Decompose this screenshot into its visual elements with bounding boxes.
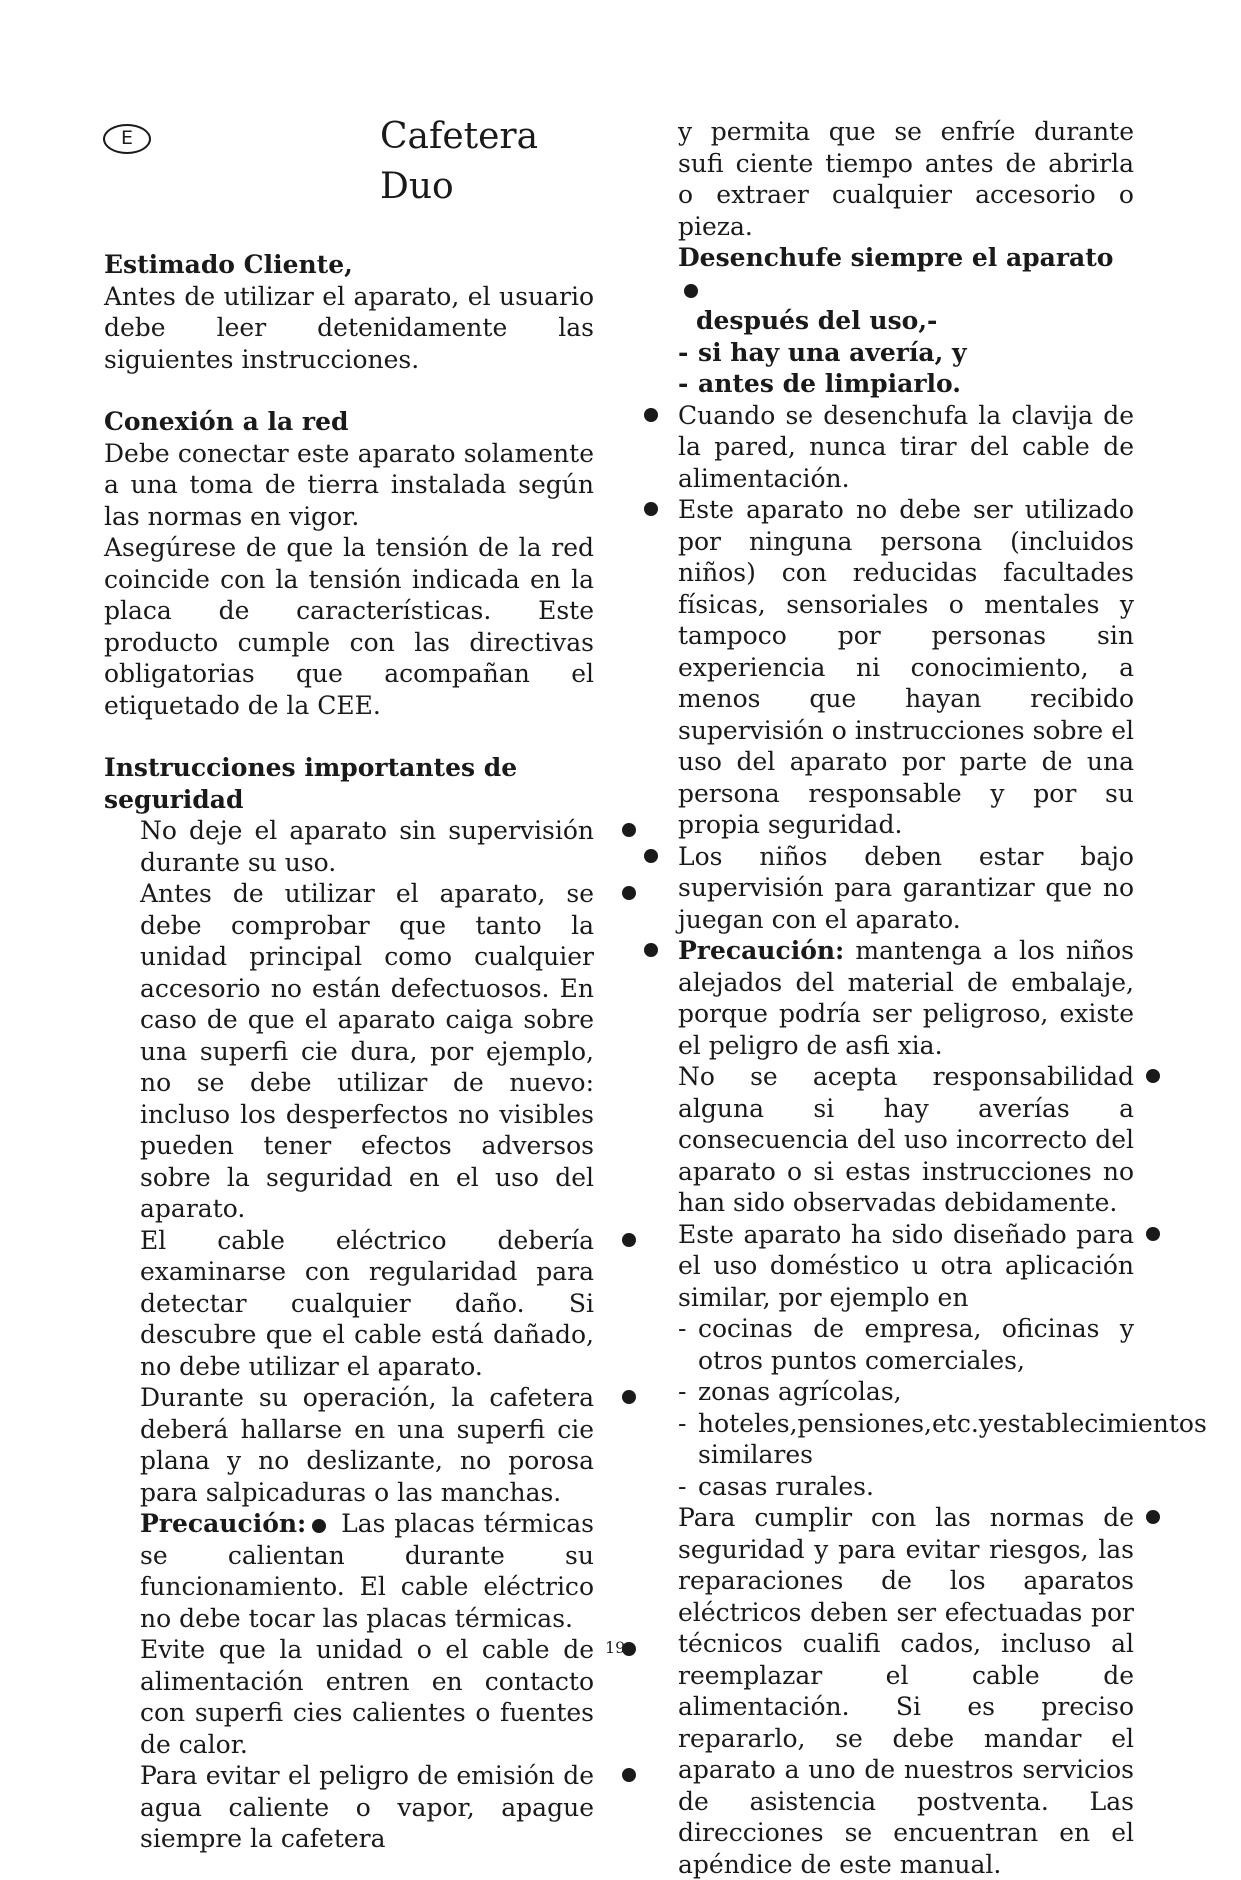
- list-item: Durante su operación, la cafetera deberá hallarse en una superfi cie plana y no deslizante, no porosa para salpicaduras o las manchas.: [140, 1382, 594, 1508]
- list-item: Para cumplir con las normas de seguridad y para evitar riesgos, las reparaciones de los aparatos eléctricos deben ser efectuadas por técnicos cualifi cados, incluso al reemplazar el cable de alimentación. Si es preciso repararlo, se debe mandar el aparato a uno de nuestros servicios de asistencia postventa. Las direcciones se encuentran en el apéndice de este manual.: [678, 1502, 1134, 1880]
- list-item: - hoteles,pensiones,etc.yestablecimientos similares: [678, 1408, 1134, 1471]
- list-item: Este aparato no debe ser utilizado por ninguna persona (incluidos niños) con reducidas facultades físicas, sensoriales o mentales y tampoco por personas sin experiencia ni conocimiento, a menos que hayan recibido supervisión o instrucciones sobre el uso del aparato por parte de una persona responsable y por su propia seguridad.: [678, 494, 1134, 841]
- list-item: - cocinas de empresa, oficinas y otros puntos comerciales,: [678, 1313, 1134, 1376]
- caution-item: Precaución: mantenga a los niños alejados del material de embalaje, porque podría ser peligroso, existe el peligro de asfi xia.: [678, 935, 1134, 1061]
- bullet-icon: [644, 943, 658, 957]
- bullet-icon: [622, 886, 636, 900]
- caution-label: Precaución:: [140, 1509, 307, 1538]
- list-item: Los niños deben estar bajo supervisión para garantizar que no juegan con el aparato.: [678, 841, 1134, 936]
- page-number: 19: [605, 1638, 626, 1657]
- bullet-icon: [644, 408, 658, 422]
- list-item: - antes de limpiarlo.: [678, 368, 1134, 400]
- bullet-icon: [1146, 1510, 1160, 1524]
- caution-item: Precaución: Las placas térmicas se calientan durante su funcionamiento. El cable eléctrico no debe tocar las placas térmicas.: [140, 1509, 594, 1633]
- intro-paragraph: Antes de utilizar el aparato, el usuario debe leer detenidamente las siguientes instrucciones.: [104, 281, 594, 374]
- list-item: - zonas agrícolas,: [678, 1376, 1134, 1408]
- right-column: [678, 116, 1207, 1880]
- list-item: No se acepta responsabilidad alguna si hay averías a consecuencia del uso incorrecto del aparato o si estas instrucciones no han sido observadas debidamente.: [678, 1061, 1134, 1219]
- continuation-paragraph: y permita que se enfríe durante sufi ciente tiempo antes de abrirla o extraer cualquier accesorio o pieza.: [678, 117, 1134, 241]
- bullet-icon: [684, 284, 698, 298]
- network-heading: Conexión a la red: [104, 407, 349, 436]
- list-item: Evite que la unidad o el cable de alimentación entren en contacto con superfi cies calientes o fuentes de calor.: [140, 1634, 594, 1760]
- bullet-icon: [622, 1390, 636, 1404]
- bullet-icon: [644, 502, 658, 516]
- bullet-icon: [622, 1768, 636, 1782]
- unplug-heading: Desenchufe siempre el aparato: [678, 242, 1134, 305]
- bullet-icon: [644, 849, 658, 863]
- language-badge: E: [103, 124, 151, 154]
- safety-heading: Instrucciones importantes de seguridad: [104, 753, 518, 814]
- caution-label: Precaución:: [678, 936, 845, 965]
- bullet-icon: [1146, 1227, 1160, 1241]
- list-item: No deje el aparato sin supervisión durante su uso.: [140, 815, 594, 878]
- greeting: Estimado Cliente,: [104, 250, 353, 279]
- network-paragraph-1: Debe conectar este aparato solamente a una toma de tierra instalada según las normas en vigor.: [104, 438, 594, 531]
- list-item: Antes de utilizar el aparato, se debe comprobar que tanto la unidad principal como cualquier accesorio no están defectuosos. En caso de que el aparato caiga sobre una superfi cie dura, por ejemplo, no se debe utilizar de nuevo: incluso los desperfectos no visibles pueden tener efectos adversos sobre la seguridad en el uso del aparato.: [140, 878, 594, 1225]
- bullet-icon: [1146, 1069, 1160, 1083]
- list-item: - si hay una avería, y: [678, 337, 1134, 369]
- list-item: - casas rurales.: [678, 1471, 1134, 1503]
- bullet-icon: [622, 1233, 636, 1247]
- left-column: [104, 249, 594, 1855]
- page-title: Cafetera Duo: [380, 116, 539, 207]
- network-paragraph-2: Asegúrese de que la tensión de la red coincide con la tensión indicada en la placa de características. Este producto cumple con las directivas obligatorias que acompañan el etiquetado de la CEE.: [104, 533, 594, 720]
- list-item: Para evitar el peligro de emisión de agua caliente o vapor, apague siempre la cafetera: [140, 1760, 594, 1855]
- bullet-icon: [622, 823, 636, 837]
- list-item: después del uso,-: [696, 306, 938, 335]
- list-item: El cable eléctrico debería examinarse con regularidad para detectar cualquier daño. Si descubre que el cable está dañado, no debe utilizar el aparato.: [140, 1225, 594, 1383]
- list-item: Cuando se desenchufa la clavija de la pared, nunca tirar del cable de alimentación.: [678, 400, 1134, 495]
- list-item: Este aparato ha sido diseñado para el uso doméstico u otra aplicación similar, por ejemplo en: [678, 1219, 1134, 1314]
- bullet-icon: [312, 1519, 326, 1533]
